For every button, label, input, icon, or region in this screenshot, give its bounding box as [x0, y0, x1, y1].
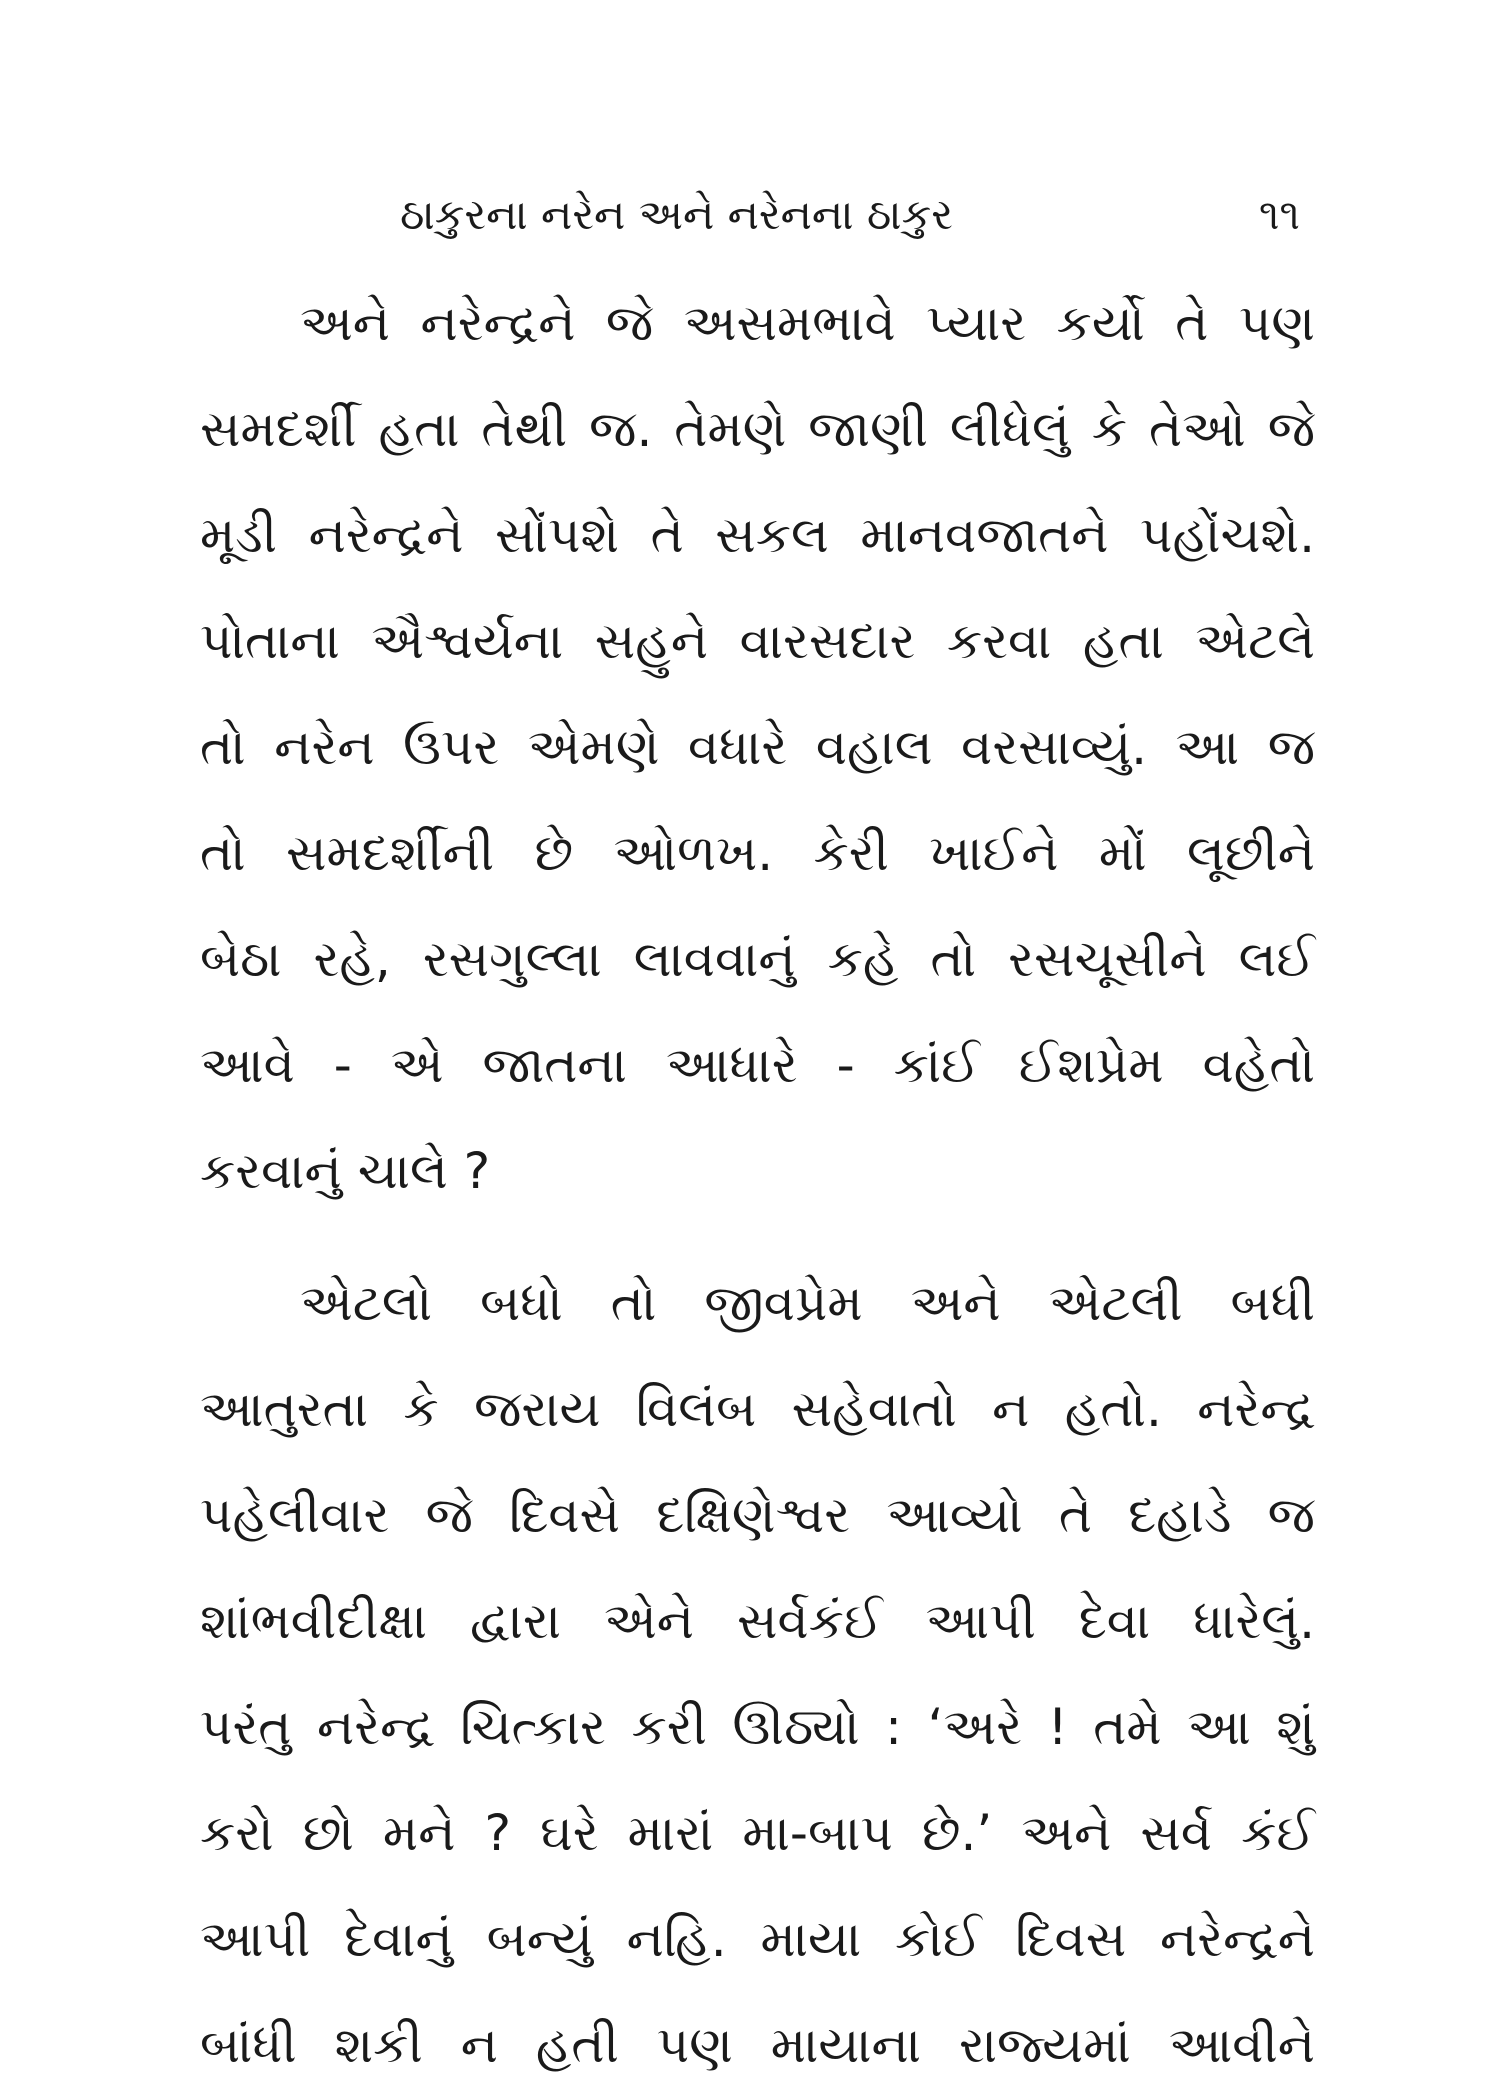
text-line: કરો છો મને ? ઘરે મારાં મા-બાપ છે.’ અને સર્વ કંઈ [200, 1804, 1315, 1862]
text-line: બાંધી શકી ન હતી પણ માયાના રાજ્યમાં આવીને [200, 2016, 1315, 2074]
text-line: આવે - એ જાતના આધારે - કાંઈ ઈશપ્રેમ વહેતો [200, 1036, 1315, 1094]
text-line: બેઠા રહે, રસગુલ્લા લાવવાનું કહે તો રસચૂસીને લઈ [200, 930, 1315, 988]
running-header [400, 180, 1300, 250]
text-line: પરંતુ નરેન્દ્ર ચિત્કાર કરી ઊઠ્યો : ‘અરે ! તમે આ શું [200, 1698, 1315, 1756]
text-line: મૂડી નરેન્દ્રને સોંપશે તે સકલ માનવજાતને પહોંચશે. [200, 506, 1315, 564]
text-line: કરવાનું ચાલે ? [200, 1142, 491, 1200]
paragraph-1 [200, 270, 1315, 1224]
text-line: શાંભવીદીક્ષા દ્વારા એને સર્વકંઈ આપી દેવા ધારેલું. [200, 1592, 1315, 1650]
text-line: તો નરેન ઉપર એમણે વધારે વહાલ વરસાવ્યું. આ જ [200, 718, 1315, 776]
running-title: ઠાકુરના નરેન અને નરેનના ઠાકુર [400, 190, 953, 239]
text-line: પોતાના ઐશ્વર્યના સહુને વારસદાર કરવા હતા એટલે [200, 612, 1315, 670]
text-line: આપી દેવાનું બન્યું નહિ. માયા કોઈ દિવસ નરેન્દ્રને [200, 1910, 1315, 1968]
text-line: આતુરતા કે જરાય વિલંબ સહેવાતો ન હતો. નરેન્દ્ર [200, 1380, 1315, 1438]
text-line: સમદર્શી હતા તેથી જ. તેમણે જાણી લીધેલું કે તેઓ જે [200, 400, 1315, 458]
text-line: અને નરેન્દ્રને જે અસમભાવે પ્યાર કર્યો તે પણ [300, 294, 1315, 352]
body-text [200, 270, 1315, 2098]
text-line: પહેલીવાર જે દિવસે દક્ષિણેશ્વર આવ્યો તે દહાડે જ [200, 1486, 1315, 1544]
paragraph-2 [200, 1250, 1315, 2098]
text-line: એટલો બધો તો જીવપ્રેમ અને એટલી બધી [300, 1274, 1315, 1332]
text-line: તો સમદર્શીની છે ઓળખ. કેરી ખાઈને મોં લૂછીને [200, 824, 1315, 882]
page-number: ૧૧ [1258, 190, 1300, 239]
